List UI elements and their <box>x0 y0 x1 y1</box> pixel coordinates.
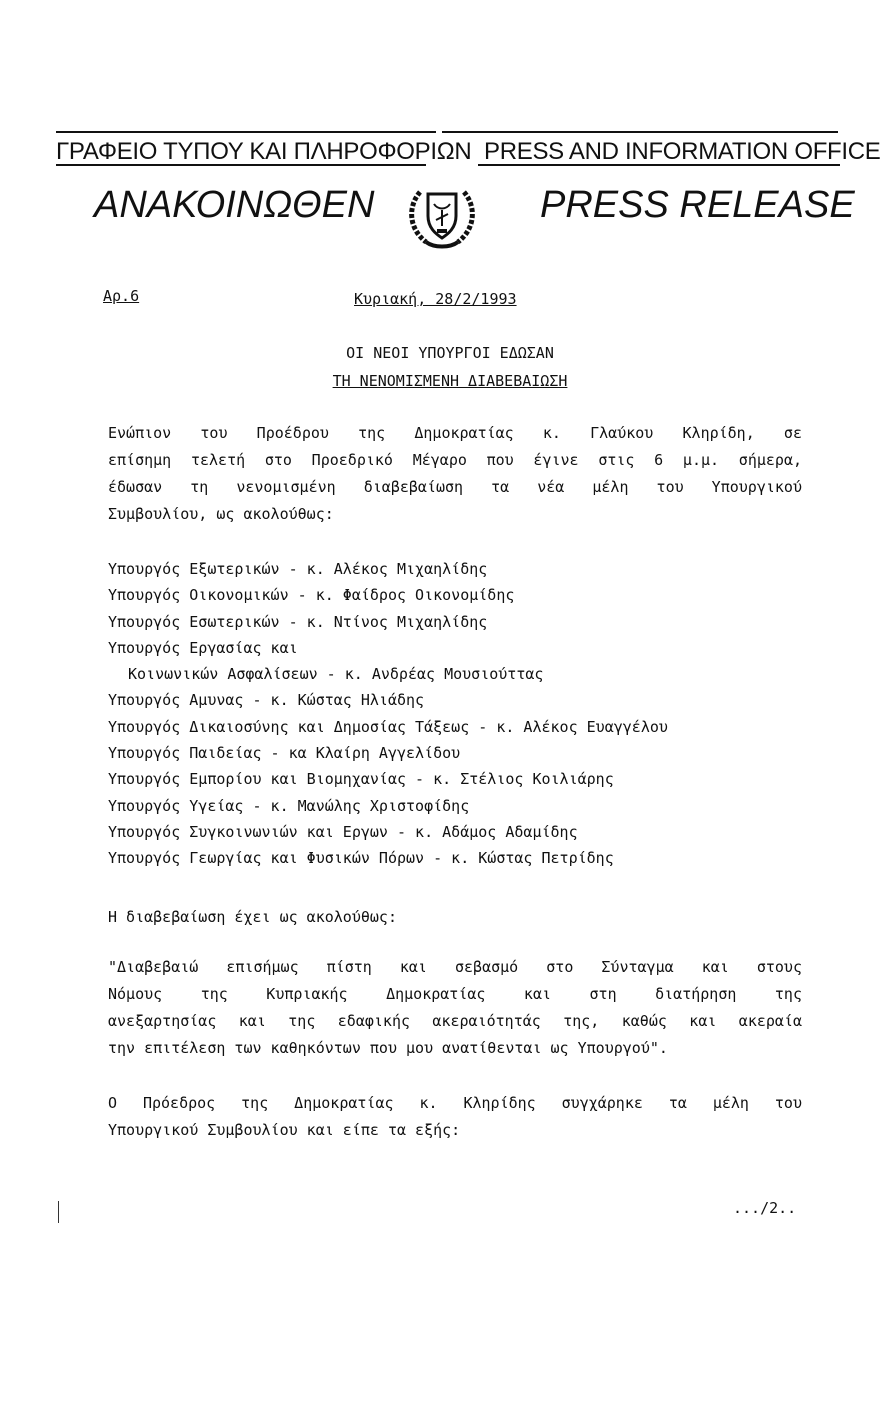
minister-item: Υπουργός Υγείας - κ. Μανώλης Χριστοφίδης <box>108 796 470 815</box>
intro-line: έδωσαν τη νενομισμένη διαβεβαίωση τα νέα μέλη του Υπουργικού <box>108 478 802 496</box>
minister-item: Υπουργός Παιδείας - κα Κλαίρη Αγγελίδου <box>108 744 461 763</box>
minister-item: Υπουργός Γεωργίας και Φυσικών Πόρων - κ. Κώστας Πετρίδης <box>108 849 614 868</box>
release-date: Κυριακή, 28/2/1993 <box>354 290 517 308</box>
minister-item: Υπουργός Συγκοινωνιών και Εργων - κ. Αδάμος Αδαμίδης <box>108 822 578 841</box>
oath-paragraph <box>108 954 802 1062</box>
minister-item: Υπουργός Εμπορίου και Βιομηχανίας - κ. Στέλιος Κοιλιάρης <box>108 770 614 789</box>
headline-line-2: ΤΗ ΝΕΝΟΜΙΣΜΕΝΗ ΔΙΑΒΕΒΑΙΩΣΗ <box>332 372 568 390</box>
minister-item: Υπουργός Εσωτερικών - κ. Ντίνος Μιχαηλίδης <box>108 612 488 631</box>
release-title-greek: ΑΝΑΚΟΙΝΩΘΕΝ <box>94 184 375 226</box>
ministers-list <box>108 556 668 872</box>
closing-line: Υπουργικού Συμβουλίου και είπε τα εξής: <box>108 1121 461 1139</box>
margin-mark <box>58 1201 59 1223</box>
release-number: Αρ.6 <box>103 287 140 305</box>
closing-paragraph <box>108 1090 802 1144</box>
minister-item: Υπουργός Δικαιοσύνης και Δημοσίας Τάξεως - κ. Αλέκος Ευαγγέλου <box>108 717 668 736</box>
intro-line: Συμβουλίου, ως ακολούθως: <box>108 505 334 523</box>
header-rule-left <box>56 131 436 133</box>
minister-item: Υπουργός Οικονομικών - κ. Φαίδρος Οικονομίδης <box>108 586 515 605</box>
release-title-english: PRESS RELEASE <box>540 184 855 226</box>
coat-of-arms-icon <box>400 180 484 252</box>
header-rule-right <box>442 131 838 133</box>
oath-line: "Διαβεβαιώ επισήμως πίστη και σεβασμό στο Σύνταγμα και στους <box>108 958 802 976</box>
oath-line: την επιτέλεση των καθηκόντων που μου ανατίθενται ως Υπουργού". <box>108 1039 668 1057</box>
intro-paragraph <box>108 420 802 528</box>
oath-line: Νόμους της Κυπριακής Δημοκρατίας και στη διατήρηση της <box>108 985 802 1003</box>
minister-item: Υπουργός Εξωτερικών - κ. Αλέκος Μιχαηλίδης <box>108 560 488 578</box>
oath-intro: Η διαβεβαίωση έχει ως ακολούθως: <box>108 908 397 926</box>
minister-item: Κοινωνικών Ασφαλίσεων - κ. Ανδρέας Μουσιούττας <box>128 665 544 684</box>
oath-line: ανεξαρτησίας και της εδαφικής ακεραιότητάς της, καθώς και ακεραία <box>108 1012 802 1030</box>
page-continuation-marker: .../2.. <box>733 1199 797 1217</box>
intro-line: επίσημη τελετή στο Προεδρικό Μέγαρο που έγινε στις 6 μ.μ. σήμερα, <box>108 451 802 469</box>
minister-item: Υπουργός Εργασίας και <box>108 638 298 657</box>
minister-item: Υπουργός Αμυνας - κ. Κώστας Ηλιάδης <box>108 691 425 710</box>
office-name-greek: ΓΡΑΦΕΙΟ ΤΥΠΟΥ ΚΑΙ ΠΛΗΡΟΦΟΡΙΩΝ <box>56 138 472 165</box>
closing-line: Ο Πρόεδρος της Δημοκρατίας κ. Κληρίδης συγχάρηκε τα μέλη του <box>108 1094 802 1112</box>
office-name-english: PRESS AND INFORMATION OFFICE <box>484 138 881 165</box>
headline-line-1: ΟΙ ΝΕΟΙ ΥΠΟΥΡΓΟΙ ΕΔΩΣΑΝ <box>346 344 554 362</box>
intro-line: Ενώπιον του Προέδρου της Δημοκρατίας κ. Γλαύκου Κληρίδη, σε <box>108 424 802 442</box>
